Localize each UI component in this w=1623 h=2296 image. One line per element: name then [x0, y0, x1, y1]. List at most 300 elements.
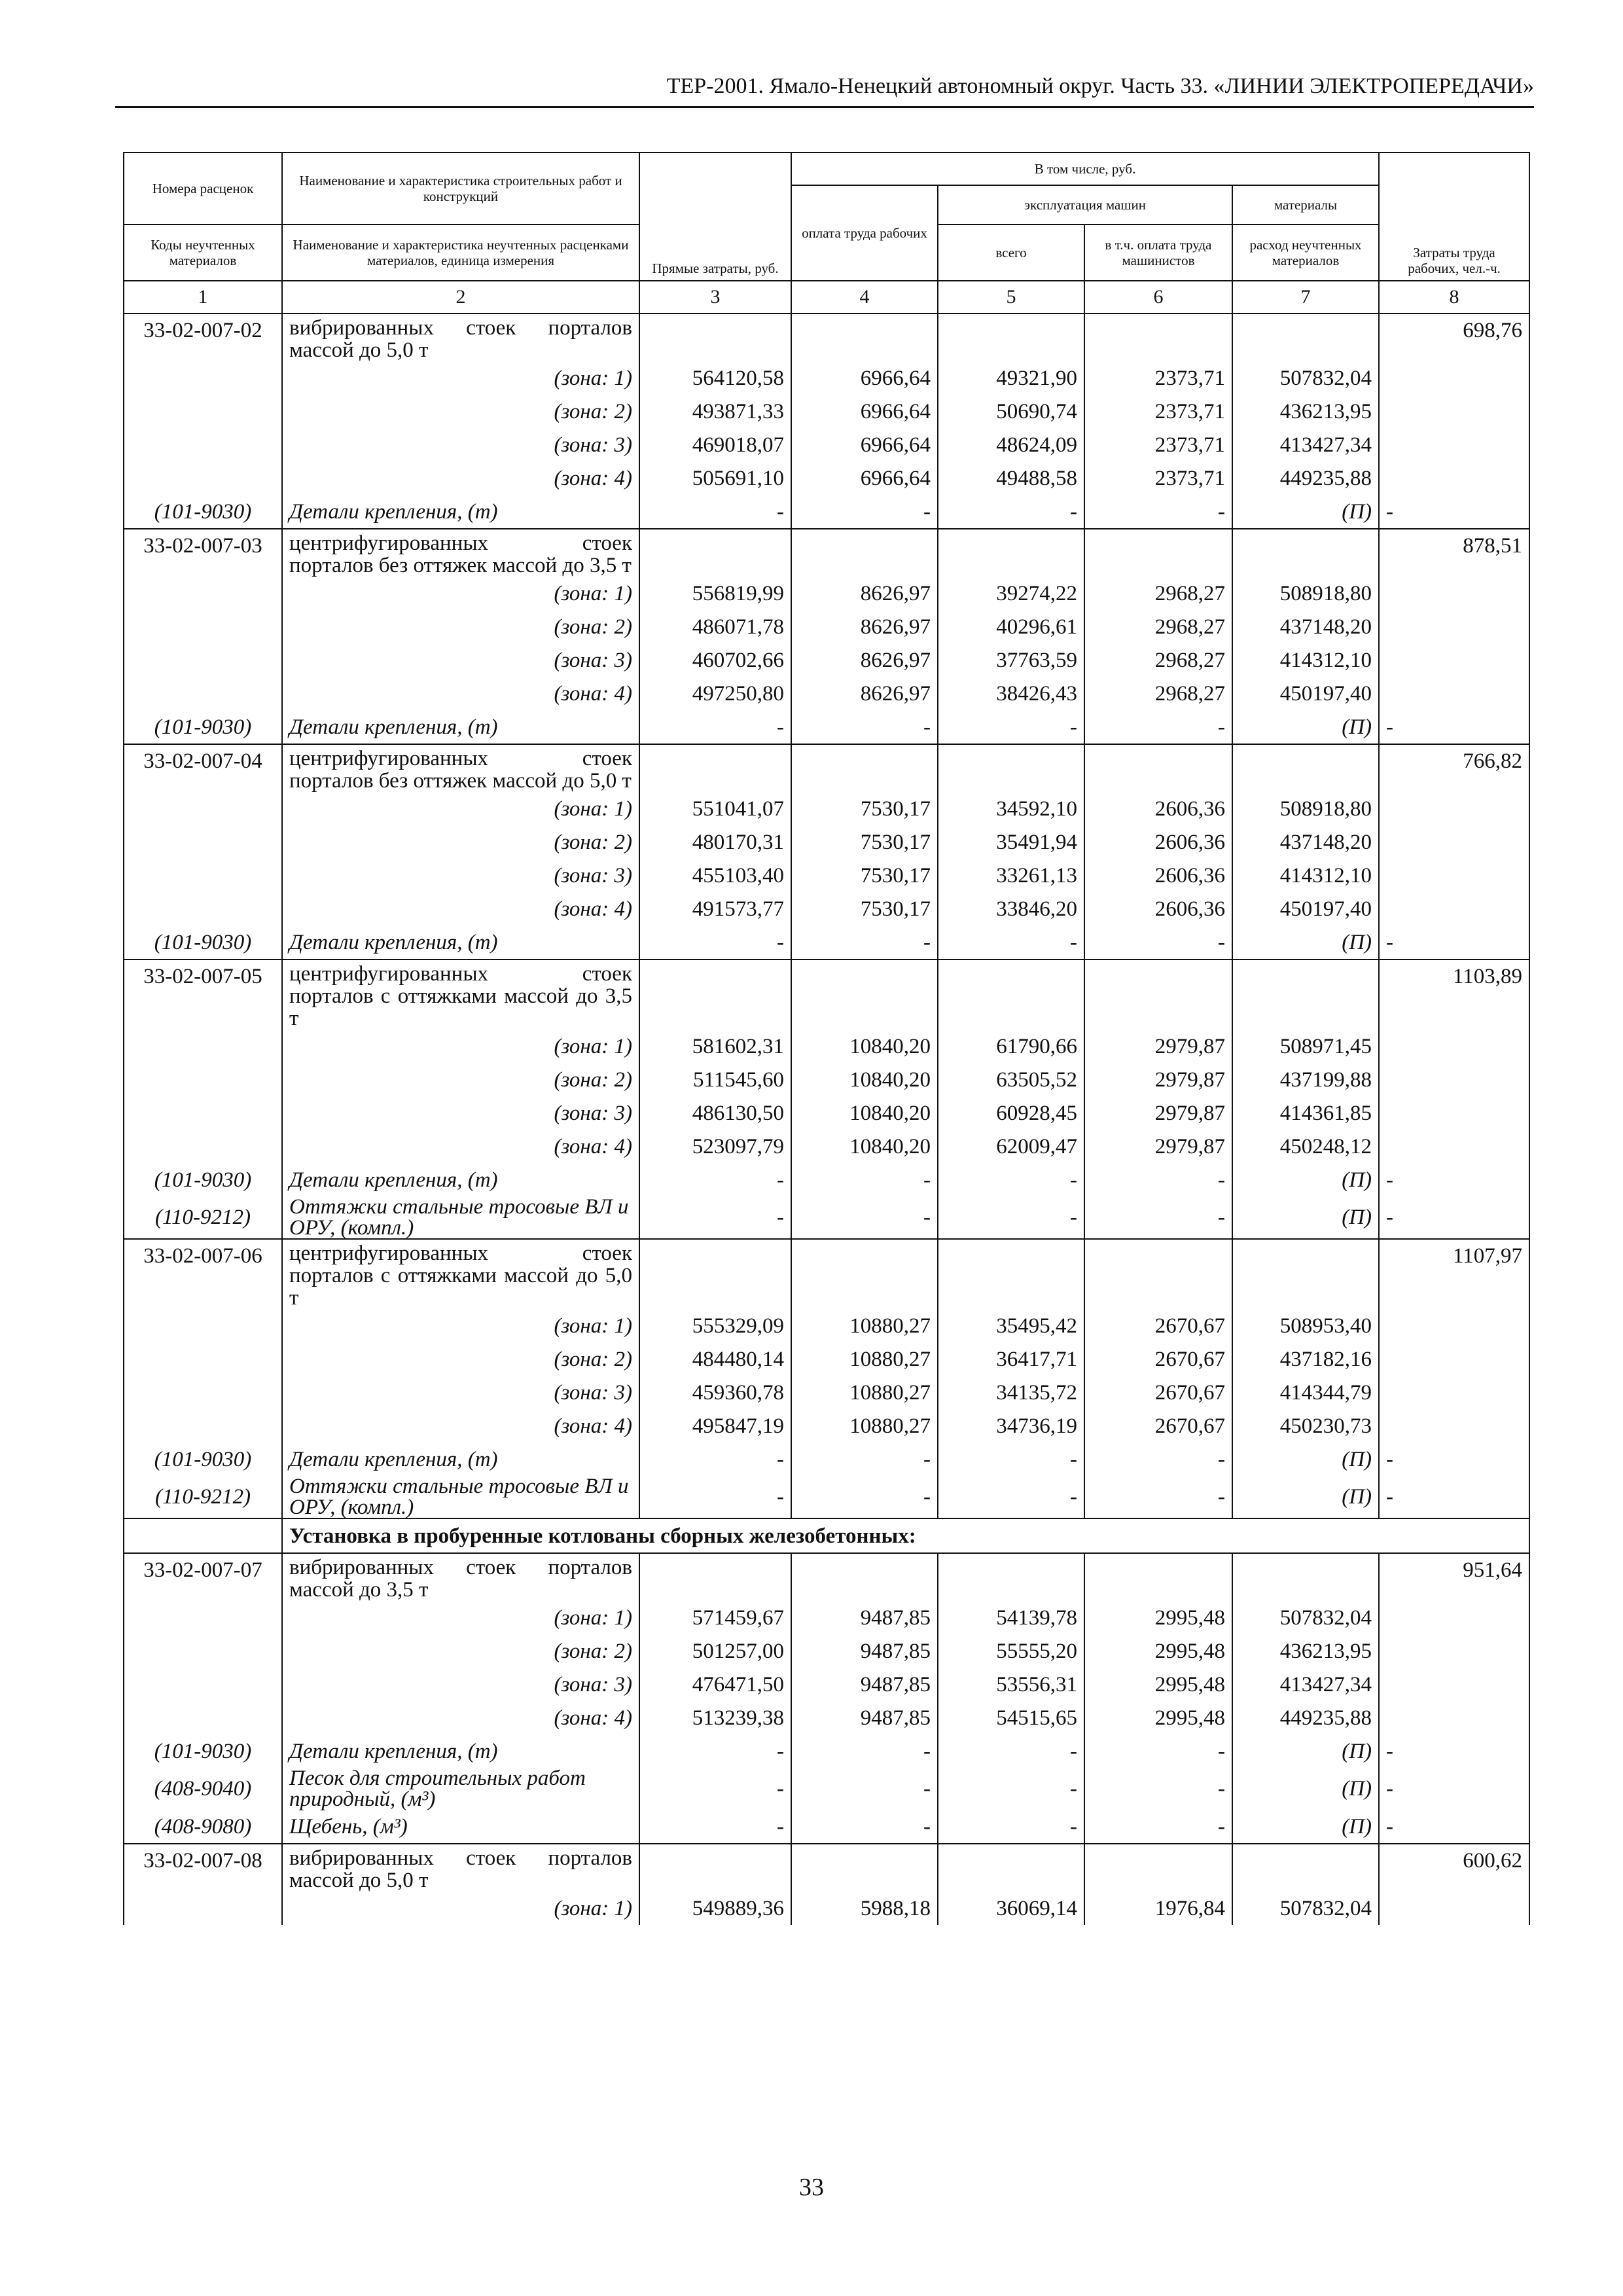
dash: -	[639, 495, 791, 529]
empty-cell	[1379, 1376, 1529, 1409]
zone-row	[124, 643, 1529, 677]
material-name: Оттяжки стальные тросовые ВЛ и ОРУ, (компл.)	[282, 1196, 639, 1239]
materials-cost: 414361,85	[1232, 1096, 1379, 1130]
material-name: Детали крепления, (т)	[282, 1734, 639, 1768]
rate-description: вибрированных стоек порталов массой до 5,0 т	[282, 1844, 639, 1892]
empty-cell	[1084, 1239, 1232, 1309]
empty-cell	[1084, 1553, 1232, 1601]
zone-label: (зона: 2)	[282, 825, 639, 859]
dash: -	[1379, 495, 1529, 529]
empty-cell	[1232, 1844, 1379, 1892]
wages: 10880,27	[791, 1309, 938, 1342]
dash: -	[639, 925, 791, 960]
direct-cost: 549889,36	[639, 1892, 791, 1925]
empty-cell	[1379, 395, 1529, 428]
empty-cell	[791, 314, 938, 361]
zone-label: (зона: 3)	[282, 1096, 639, 1130]
dash: -	[1084, 495, 1232, 529]
materials-cost: 508971,45	[1232, 1030, 1379, 1063]
materials-cost: 414312,10	[1232, 859, 1379, 892]
machinist-wages: 1976,84	[1084, 1892, 1232, 1925]
column-numbers-row	[124, 281, 1529, 314]
zone-row	[124, 1601, 1529, 1634]
empty-cell	[1379, 825, 1529, 859]
wages: 7530,17	[791, 859, 938, 892]
empty-cell	[1379, 1701, 1529, 1734]
empty-cell	[124, 859, 282, 892]
rate-description: вибрированных стоек порталов массой до 5,0 т	[282, 314, 639, 361]
wages: 6966,64	[791, 461, 938, 495]
machines-total: 63505,52	[938, 1063, 1084, 1096]
dash: -	[791, 1163, 938, 1196]
col-number: 4	[791, 281, 938, 314]
zone-row	[124, 1892, 1529, 1925]
direct-cost: 564120,58	[639, 361, 791, 395]
materials-cost: 449235,88	[1232, 461, 1379, 495]
empty-cell	[1379, 792, 1529, 825]
direct-cost: 480170,31	[639, 825, 791, 859]
direct-cost: 455103,40	[639, 859, 791, 892]
machinist-wages: 2373,71	[1084, 395, 1232, 428]
machinist-wages: 2373,71	[1084, 361, 1232, 395]
machines-total: 35495,42	[938, 1309, 1084, 1342]
machines-total: 54139,78	[938, 1601, 1084, 1634]
dash: -	[938, 1810, 1084, 1844]
zone-row	[124, 1342, 1529, 1376]
machines-total: 34135,72	[938, 1376, 1084, 1409]
rate-title-row	[124, 314, 1529, 361]
machines-total: 36069,14	[938, 1892, 1084, 1925]
empty-cell	[1379, 577, 1529, 610]
wages: 8626,97	[791, 610, 938, 643]
empty-cell	[124, 677, 282, 710]
direct-cost: 513239,38	[639, 1701, 791, 1734]
head-materials: материалы	[1232, 185, 1379, 224]
wages: 9487,85	[791, 1701, 938, 1734]
empty-cell	[124, 1409, 282, 1443]
empty-cell	[1084, 744, 1232, 792]
materials-cost: 436213,95	[1232, 395, 1379, 428]
material-code: (101-9030)	[124, 1443, 282, 1476]
dash: -	[1379, 710, 1529, 744]
material-flag: (П)	[1232, 925, 1379, 960]
zone-label: (зона: 4)	[282, 1701, 639, 1734]
zone-row	[124, 1096, 1529, 1130]
empty-cell	[1379, 1668, 1529, 1701]
dash: -	[1084, 1810, 1232, 1844]
material-code: (101-9030)	[124, 1734, 282, 1768]
empty-cell	[1379, 461, 1529, 495]
wages: 6966,64	[791, 395, 938, 428]
empty-cell	[1084, 529, 1232, 577]
empty-cell	[124, 610, 282, 643]
dash: -	[1379, 1476, 1529, 1518]
zone-row	[124, 677, 1529, 710]
machines-total: 36417,71	[938, 1342, 1084, 1376]
empty-cell	[791, 960, 938, 1030]
empty-cell	[124, 1601, 282, 1634]
zone-label: (зона: 1)	[282, 1601, 639, 1634]
head-machines-total: всего	[938, 224, 1084, 281]
dash: -	[938, 710, 1084, 744]
wages: 8626,97	[791, 577, 938, 610]
empty-cell	[791, 744, 938, 792]
dash: -	[639, 1163, 791, 1196]
rate-description: центрифугированных стоек порталов с оттяжками массой до 3,5 т	[282, 960, 639, 1030]
machinist-wages: 2995,48	[1084, 1634, 1232, 1668]
head-work-name: Наименование и характеристика строительных работ и конструкций	[282, 152, 639, 224]
empty-cell	[639, 744, 791, 792]
dash: -	[938, 1734, 1084, 1768]
material-row	[124, 1810, 1529, 1844]
labor-cost: 766,82	[1379, 744, 1529, 792]
materials-cost: 437148,20	[1232, 825, 1379, 859]
dash: -	[791, 1476, 938, 1518]
wages: 10880,27	[791, 1376, 938, 1409]
direct-cost: 523097,79	[639, 1130, 791, 1163]
wages: 10840,20	[791, 1030, 938, 1063]
dash: -	[938, 1163, 1084, 1196]
material-row	[124, 1734, 1529, 1768]
machinist-wages: 2373,71	[1084, 461, 1232, 495]
machines-total: 37763,59	[938, 643, 1084, 677]
empty-cell	[1232, 1553, 1379, 1601]
empty-cell	[1379, 1634, 1529, 1668]
zone-label: (зона: 3)	[282, 643, 639, 677]
empty-cell	[1379, 1096, 1529, 1130]
zone-row	[124, 792, 1529, 825]
direct-cost: 486130,50	[639, 1096, 791, 1130]
materials-cost: 414312,10	[1232, 643, 1379, 677]
empty-cell	[938, 1553, 1084, 1601]
material-name: Детали крепления, (т)	[282, 925, 639, 960]
materials-cost: 508918,80	[1232, 792, 1379, 825]
machines-total: 50690,74	[938, 395, 1084, 428]
material-code: (101-9030)	[124, 1163, 282, 1196]
materials-cost: 414344,79	[1232, 1376, 1379, 1409]
zone-label: (зона: 4)	[282, 1409, 639, 1443]
zone-label: (зона: 1)	[282, 361, 639, 395]
machinist-wages: 2995,48	[1084, 1668, 1232, 1701]
materials-cost: 507832,04	[1232, 1892, 1379, 1925]
zone-row	[124, 892, 1529, 925]
empty-cell	[1232, 744, 1379, 792]
materials-cost: 437148,20	[1232, 610, 1379, 643]
empty-cell	[1379, 1892, 1529, 1925]
direct-cost: 571459,67	[639, 1601, 791, 1634]
zone-row	[124, 428, 1529, 461]
empty-cell	[938, 1239, 1084, 1309]
head-including: В том числе, руб.	[791, 152, 1379, 185]
dash: -	[639, 1196, 791, 1239]
material-code: (101-9030)	[124, 495, 282, 529]
direct-cost: 551041,07	[639, 792, 791, 825]
dash: -	[938, 925, 1084, 960]
materials-cost: 449235,88	[1232, 1701, 1379, 1734]
rate-title-row	[124, 1844, 1529, 1892]
material-name: Оттяжки стальные тросовые ВЛ и ОРУ, (компл.)	[282, 1476, 639, 1518]
machines-total: 34736,19	[938, 1409, 1084, 1443]
zone-row	[124, 610, 1529, 643]
empty-cell	[124, 577, 282, 610]
materials-cost: 413427,34	[1232, 428, 1379, 461]
material-row	[124, 495, 1529, 529]
dash: -	[1379, 1163, 1529, 1196]
empty-cell	[124, 1376, 282, 1409]
col-number: 5	[938, 281, 1084, 314]
running-header	[115, 71, 1534, 108]
zone-row	[124, 577, 1529, 610]
labor-cost: 1107,97	[1379, 1239, 1529, 1309]
empty-cell	[124, 1634, 282, 1668]
wages: 8626,97	[791, 677, 938, 710]
material-name: Детали крепления, (т)	[282, 495, 639, 529]
zone-row	[124, 1376, 1529, 1409]
zone-row	[124, 461, 1529, 495]
machines-total: 54515,65	[938, 1701, 1084, 1734]
machinist-wages: 2968,27	[1084, 577, 1232, 610]
dash: -	[1379, 1768, 1529, 1810]
empty-cell	[1379, 1130, 1529, 1163]
material-name: Песок для строительных работ природный, (м³)	[282, 1768, 639, 1810]
head-wages: оплата труда рабочих	[791, 185, 938, 281]
machines-total: 49488,58	[938, 461, 1084, 495]
empty-cell	[124, 1063, 282, 1096]
dash: -	[639, 1476, 791, 1518]
empty-cell	[124, 428, 282, 461]
wages: 6966,64	[791, 361, 938, 395]
head-rate-number: Номера расценок	[124, 152, 282, 224]
material-row	[124, 1163, 1529, 1196]
rate-code: 33-02-007-08	[124, 1844, 282, 1892]
wages: 9487,85	[791, 1601, 938, 1634]
material-row	[124, 1196, 1529, 1239]
rate-code: 33-02-007-07	[124, 1553, 282, 1601]
dash: -	[938, 1768, 1084, 1810]
direct-cost: 505691,10	[639, 461, 791, 495]
zone-row	[124, 1409, 1529, 1443]
machinist-wages: 2968,27	[1084, 677, 1232, 710]
empty-cell	[938, 1844, 1084, 1892]
col-number: 1	[124, 281, 282, 314]
zone-row	[124, 1030, 1529, 1063]
labor-cost: 878,51	[1379, 529, 1529, 577]
labor-cost: 951,64	[1379, 1553, 1529, 1601]
direct-cost: 511545,60	[639, 1063, 791, 1096]
dash: -	[639, 1810, 791, 1844]
empty-cell	[938, 744, 1084, 792]
empty-cell	[1379, 892, 1529, 925]
machines-total: 60928,45	[938, 1096, 1084, 1130]
material-flag: (П)	[1232, 1476, 1379, 1518]
empty-cell	[639, 1844, 791, 1892]
machinist-wages: 2968,27	[1084, 610, 1232, 643]
machinist-wages: 2670,67	[1084, 1376, 1232, 1409]
empty-cell	[124, 1030, 282, 1063]
empty-cell	[791, 1844, 938, 1892]
table-head	[124, 152, 1529, 314]
material-flag: (П)	[1232, 1163, 1379, 1196]
material-name: Детали крепления, (т)	[282, 1443, 639, 1476]
empty-cell	[1232, 1239, 1379, 1309]
rate-code: 33-02-007-03	[124, 529, 282, 577]
zone-row	[124, 395, 1529, 428]
machines-total: 61790,66	[938, 1030, 1084, 1063]
empty-cell	[1379, 1309, 1529, 1342]
material-code: (110-9212)	[124, 1196, 282, 1239]
material-code: (101-9030)	[124, 710, 282, 744]
materials-cost: 437199,88	[1232, 1063, 1379, 1096]
direct-cost: 501257,00	[639, 1634, 791, 1668]
dash: -	[639, 1734, 791, 1768]
wages: 8626,97	[791, 643, 938, 677]
empty-cell	[1232, 960, 1379, 1030]
machines-total: 40296,61	[938, 610, 1084, 643]
material-name: Щебень, (м³)	[282, 1810, 639, 1844]
empty-cell	[938, 960, 1084, 1030]
empty-cell	[124, 1342, 282, 1376]
machines-total: 35491,94	[938, 825, 1084, 859]
dash: -	[1084, 710, 1232, 744]
materials-cost: 436213,95	[1232, 1634, 1379, 1668]
material-row	[124, 710, 1529, 744]
dash: -	[1379, 1443, 1529, 1476]
empty-cell	[124, 1668, 282, 1701]
rate-description: центрифугированных стоек порталов без оттяжек массой до 3,5 т	[282, 529, 639, 577]
dash: -	[639, 1768, 791, 1810]
head-machinist-wages: в т.ч. оплата труда машинистов	[1084, 224, 1232, 281]
material-flag: (П)	[1232, 1443, 1379, 1476]
machinist-wages: 2606,36	[1084, 859, 1232, 892]
head-material-codes: Коды неучтенных материалов	[124, 224, 282, 281]
direct-cost: 486071,78	[639, 610, 791, 643]
empty-cell	[639, 960, 791, 1030]
wages: 5988,18	[791, 1892, 938, 1925]
material-flag: (П)	[1232, 1734, 1379, 1768]
machines-total: 53556,31	[938, 1668, 1084, 1701]
empty-cell	[124, 792, 282, 825]
empty-cell	[938, 314, 1084, 361]
direct-cost: 493871,33	[639, 395, 791, 428]
empty-cell	[1379, 643, 1529, 677]
empty-cell	[791, 1239, 938, 1309]
machinist-wages: 2968,27	[1084, 643, 1232, 677]
zone-label: (зона: 2)	[282, 610, 639, 643]
rate-code: 33-02-007-05	[124, 960, 282, 1030]
direct-cost: 581602,31	[639, 1030, 791, 1063]
empty-cell	[124, 361, 282, 395]
zone-row	[124, 361, 1529, 395]
empty-cell	[1232, 314, 1379, 361]
materials-cost: 437182,16	[1232, 1342, 1379, 1376]
direct-cost: 556819,99	[639, 577, 791, 610]
rate-description: центрифугированных стоек порталов с оттяжками массой до 5,0 т	[282, 1239, 639, 1309]
materials-cost: 450197,40	[1232, 677, 1379, 710]
dash: -	[791, 710, 938, 744]
machinist-wages: 2606,36	[1084, 892, 1232, 925]
zone-label: (зона: 4)	[282, 1130, 639, 1163]
machinist-wages: 2606,36	[1084, 792, 1232, 825]
material-flag: (П)	[1232, 1810, 1379, 1844]
empty-cell	[1379, 610, 1529, 643]
empty-cell	[124, 1309, 282, 1342]
materials-cost: 508918,80	[1232, 577, 1379, 610]
material-code: (408-9080)	[124, 1810, 282, 1844]
header-title: ТЕР-2001. Ямало-Ненецкий автономный округ. Часть 33. «ЛИНИИ ЭЛЕКТРОПЕРЕДАЧИ»	[666, 74, 1534, 98]
material-code: (408-9040)	[124, 1768, 282, 1810]
material-row	[124, 1476, 1529, 1518]
direct-cost: 484480,14	[639, 1342, 791, 1376]
col-number: 3	[639, 281, 791, 314]
empty-cell	[124, 892, 282, 925]
machines-total: 38426,43	[938, 677, 1084, 710]
page-number: 33	[799, 2174, 824, 2201]
zone-label: (зона: 1)	[282, 577, 639, 610]
machines-total: 33261,13	[938, 859, 1084, 892]
rate-description: центрифугированных стоек порталов без оттяжек массой до 5,0 т	[282, 744, 639, 792]
material-flag: (П)	[1232, 495, 1379, 529]
empty-cell	[639, 529, 791, 577]
zone-label: (зона: 1)	[282, 1892, 639, 1925]
wages: 9487,85	[791, 1634, 938, 1668]
dash: -	[1084, 1734, 1232, 1768]
rate-title-row	[124, 1553, 1529, 1601]
rate-code: 33-02-007-04	[124, 744, 282, 792]
empty-cell	[124, 825, 282, 859]
machinist-wages: 2979,87	[1084, 1130, 1232, 1163]
direct-cost: 460702,66	[639, 643, 791, 677]
direct-cost: 459360,78	[639, 1376, 791, 1409]
labor-cost: 698,76	[1379, 314, 1529, 361]
empty-cell	[124, 1701, 282, 1734]
dash: -	[639, 1443, 791, 1476]
empty-cell	[639, 1553, 791, 1601]
zone-row	[124, 1668, 1529, 1701]
empty-cell	[639, 314, 791, 361]
empty-cell	[791, 1553, 938, 1601]
empty-cell	[1084, 960, 1232, 1030]
price-table	[123, 152, 1530, 1925]
dash: -	[1379, 1196, 1529, 1239]
direct-cost: 476471,50	[639, 1668, 791, 1701]
zone-label: (зона: 3)	[282, 1668, 639, 1701]
empty-cell	[124, 461, 282, 495]
head-direct-costs: Прямые затраты, руб.	[639, 152, 791, 281]
zone-row	[124, 1309, 1529, 1342]
material-flag: (П)	[1232, 1196, 1379, 1239]
empty-cell	[124, 643, 282, 677]
machines-total: 39274,22	[938, 577, 1084, 610]
material-code: (101-9030)	[124, 925, 282, 960]
dash: -	[1084, 1476, 1232, 1518]
head-unaccounted-materials: расход неучтенных материалов	[1232, 224, 1379, 281]
materials-cost: 413427,34	[1232, 1668, 1379, 1701]
zone-label: (зона: 4)	[282, 892, 639, 925]
head-machines: эксплуатация машин	[938, 185, 1232, 224]
rate-title-row	[124, 960, 1529, 1030]
head-labor-costs: Затраты труда рабочих, чел.-ч.	[1379, 152, 1529, 281]
empty-cell	[1232, 529, 1379, 577]
machines-total: 62009,47	[938, 1130, 1084, 1163]
wages: 7530,17	[791, 892, 938, 925]
section-title: Установка в пробуренные котлованы сборных железобетонных:	[282, 1518, 1529, 1553]
machinist-wages: 2979,87	[1084, 1030, 1232, 1063]
dash: -	[1084, 1443, 1232, 1476]
dash: -	[1084, 1768, 1232, 1810]
zone-label: (зона: 3)	[282, 428, 639, 461]
dash: -	[1084, 1163, 1232, 1196]
machinist-wages: 2995,48	[1084, 1601, 1232, 1634]
